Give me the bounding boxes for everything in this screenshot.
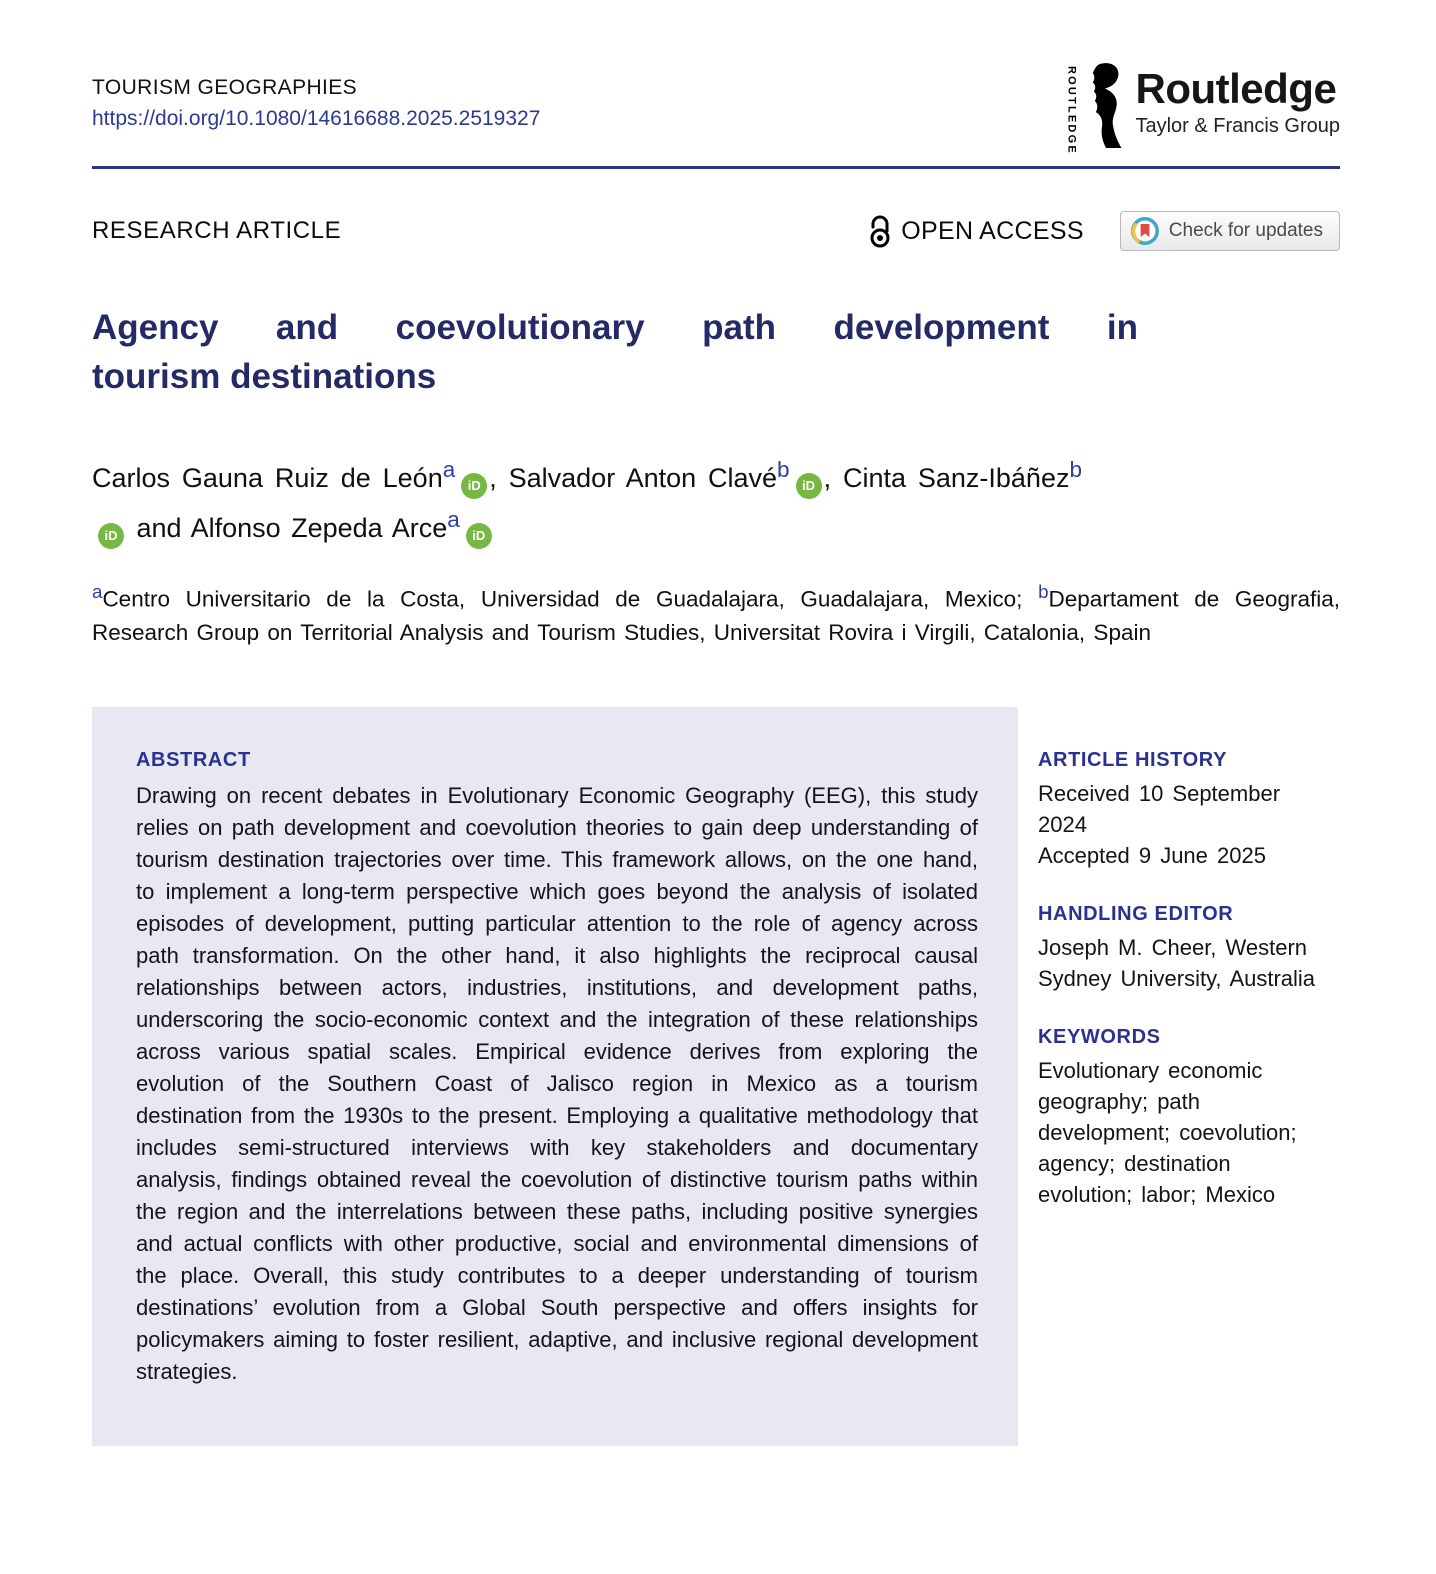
abstract-heading: ABSTRACT (136, 748, 251, 771)
handling-editor-heading: HANDLING EDITOR (1038, 902, 1234, 925)
page-header (92, 65, 1340, 155)
authors-line (92, 449, 1082, 549)
orcid-icon[interactable]: iD (98, 523, 124, 549)
article-info-sidebar (1038, 707, 1340, 1446)
author-affil-sup: b (777, 457, 790, 482)
author-affil-sup: a (447, 507, 460, 532)
routledge-mark-icon (1079, 62, 1125, 150)
check-for-updates-button[interactable] (1120, 211, 1340, 251)
abstract-box (92, 707, 1018, 1446)
author-separator: , (489, 463, 509, 493)
crossmark-icon (1131, 217, 1159, 245)
keywords-text: Evolutionary economic geography; path development; coevolution; agency; destination evolution; labor; Mexico (1038, 1057, 1297, 1207)
author-name: Carlos Gauna Ruiz de León (92, 463, 443, 493)
open-lock-icon (867, 214, 893, 248)
article-type-label: RESEARCH ARTICLE (92, 217, 342, 244)
author-separator: , (823, 463, 843, 493)
abstract-text: Drawing on recent debates in Evolutionary Economic Geography (EEG), this study relies on path development and coevolution theories to gain deep understanding of tourism destination trajectories over time. This framework allows, on the one hand, to implement a long-term perspective which goes beyond the analysis of isolated episodes of development, putting particular attention to the role of agency across path transformation. On the other hand, it also highlights the reciprocal causal relationships between actors, industries, institutions, and development paths, underscoring the socio-economic context and the integration of these relationships across various spatial scales. Empirical evidence derives from exploring the evolution of the Southern Coast of Jalisco region in Mexico as a tourism destination from the 1930s to the present. Employing a qualitative methodology that includes semi-structured interviews with key stakeholders and documentary analysis, findings obtained reveal the coevolution of distinctive tourism paths within the region and the interrelations between these paths, including positive synergies and actual conflicts with other productive, social and environmental dimensions of the place. Overall, this study contributes to a deeper understanding of tourism destinations’ evolution from a Global South perspective and offers insights for policymakers aiming to foster resilient, adaptive, and inclusive regional development strategies. (136, 782, 978, 1384)
author-affil-sup: a (442, 457, 456, 482)
main-content (92, 707, 1340, 1446)
affiliation-sup: a (92, 581, 103, 602)
publisher-name: Routledge (1135, 65, 1337, 112)
author-separator: and (126, 513, 191, 543)
keywords-heading: KEYWORDS (1038, 1025, 1161, 1048)
header-divider (92, 166, 1340, 169)
doi-link[interactable]: https://doi.org/10.1080/14616688.2025.2519327 (92, 107, 541, 130)
affiliation-text: Departament de Geografia, Research Group on Territorial Analysis and Tourism Studies, Universitat Rovira i Virgili, Catalonia, Spain (92, 586, 1340, 645)
article-title-line1: Agency and coevolutionary path development in (92, 308, 1138, 347)
article-meta-row (92, 211, 1340, 251)
affiliation-text: Centro Universitario de la Costa, Universidad de Guadalajara, Guadalajara, Mexico; (102, 586, 1039, 612)
handling-editor-section (1038, 903, 1326, 994)
orcid-icon[interactable]: iD (466, 523, 492, 549)
journal-info (92, 76, 540, 131)
article-history-section (1038, 749, 1326, 871)
publisher-group: Taylor & Francis Group (1135, 115, 1340, 137)
open-access-label: OPEN ACCESS (901, 216, 1084, 245)
open-access-badge[interactable] (867, 214, 1084, 248)
author-name: Cinta Sanz-Ibáñez (842, 463, 1070, 493)
publisher-logo (1065, 62, 1340, 155)
orcid-icon[interactable]: iD (461, 473, 487, 499)
affiliation-sup: b (1038, 581, 1049, 602)
orcid-icon[interactable]: iD (796, 473, 822, 499)
article-history-heading: ARTICLE HISTORY (1038, 748, 1228, 771)
author-name: Alfonso Zepeda Arce (190, 513, 448, 543)
received-date: Received 10 September 2024 (1038, 780, 1281, 837)
article-title-line2: tourism destinations (92, 357, 437, 396)
routledge-vertical-text: ROUTLEDGE (1065, 66, 1078, 155)
keywords-section (1038, 1026, 1326, 1210)
journal-name: TOURISM GEOGRAPHIES (92, 76, 358, 99)
author-name: Salvador Anton Clavé (508, 463, 778, 493)
article-title (92, 303, 1138, 401)
handling-editor-text: Joseph M. Cheer, Western Sydney University, Australia (1038, 934, 1316, 991)
publisher-wordmark (1135, 62, 1340, 138)
affiliations (92, 575, 1340, 649)
check-for-updates-label: Check for updates (1168, 220, 1323, 241)
author-affil-sup: b (1069, 457, 1082, 482)
accepted-date: Accepted 9 June 2025 (1038, 842, 1266, 868)
